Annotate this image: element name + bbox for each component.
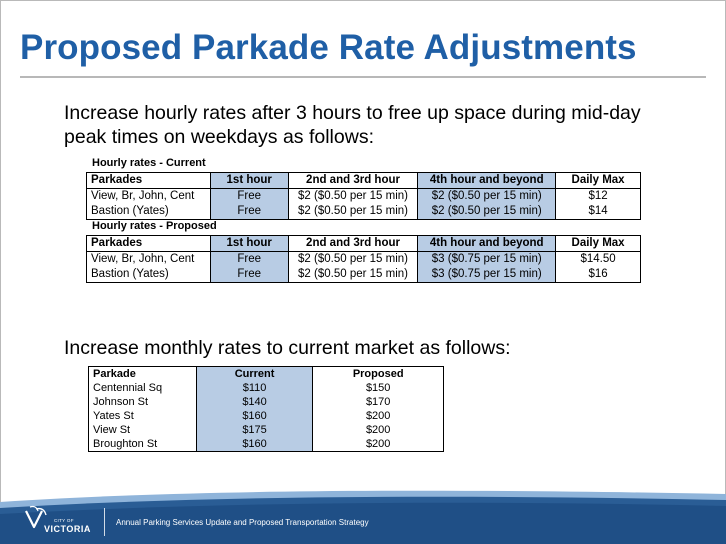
table-cell: $14.50	[556, 252, 641, 268]
table-cell: Bastion (Yates)	[87, 204, 211, 220]
table-cell: Centennial Sq	[89, 381, 197, 395]
column-header: 2nd and 3rd hour	[288, 173, 418, 189]
table-row	[87, 267, 641, 283]
table-cell: $150	[313, 381, 444, 395]
logo-victoria-text: VICTORIA	[44, 524, 91, 534]
table-cell: Broughton St	[89, 437, 197, 452]
table-cell: $110	[196, 381, 313, 395]
table-cell: View St	[89, 423, 197, 437]
table-cell: $16	[556, 267, 641, 283]
table-cell: $140	[196, 395, 313, 409]
column-header: 1st hour	[210, 236, 288, 252]
column-header: 4th hour and beyond	[418, 236, 556, 252]
table-cell: $200	[313, 423, 444, 437]
proposed-rates-caption: Hourly rates - Proposed	[92, 220, 217, 232]
footer-text: Annual Parking Services Update and Proposed Transportation Strategy	[116, 518, 369, 527]
table-cell: $160	[196, 437, 313, 452]
table-row	[89, 395, 444, 409]
table-cell: View, Br, John, Cent	[87, 189, 211, 205]
table-cell: $12	[556, 189, 641, 205]
table-cell: Bastion (Yates)	[87, 267, 211, 283]
column-header: 4th hour and beyond	[418, 173, 556, 189]
footer-divider	[104, 508, 105, 536]
column-header: Proposed	[313, 367, 444, 382]
slide-title: Proposed Parkade Rate Adjustments	[20, 28, 637, 67]
table-row	[87, 189, 641, 205]
table-row	[87, 204, 641, 220]
table-cell: $200	[313, 409, 444, 423]
table-header-row	[87, 236, 641, 252]
table-cell: $2 ($0.50 per 15 min)	[288, 204, 418, 220]
table-cell: $2 ($0.50 per 15 min)	[418, 204, 556, 220]
table-cell: View, Br, John, Cent	[87, 252, 211, 268]
proposed-rates-table	[86, 235, 641, 283]
table-cell: $2 ($0.50 per 15 min)	[288, 189, 418, 205]
table-cell: $160	[196, 409, 313, 423]
table-row	[87, 252, 641, 268]
table-header-row	[89, 367, 444, 382]
current-rates-table	[86, 172, 641, 220]
table-cell: Free	[210, 204, 288, 220]
current-rates-caption: Hourly rates - Current	[92, 157, 206, 169]
table-row	[89, 409, 444, 423]
title-divider	[20, 76, 706, 78]
table-cell: Free	[210, 189, 288, 205]
column-header: 1st hour	[210, 173, 288, 189]
hourly-intro: Increase hourly rates after 3 hours to free up space during mid-day peak times on weekdays as follows:	[64, 102, 641, 148]
column-header: Daily Max	[556, 173, 641, 189]
table-cell: Free	[210, 252, 288, 268]
table-cell: $2 ($0.50 per 15 min)	[288, 252, 418, 268]
table-cell: $2 ($0.50 per 15 min)	[288, 267, 418, 283]
column-header: Current	[196, 367, 313, 382]
monthly-rates-table	[88, 366, 444, 452]
table-cell: $200	[313, 437, 444, 452]
table-cell: $3 ($0.75 per 15 min)	[418, 252, 556, 268]
table-cell: $3 ($0.75 per 15 min)	[418, 267, 556, 283]
column-header: 2nd and 3rd hour	[288, 236, 418, 252]
table-row	[89, 423, 444, 437]
monthly-intro: Increase monthly rates to current market as follows:	[64, 337, 511, 359]
footer-banner	[0, 488, 726, 544]
table-cell: Free	[210, 267, 288, 283]
table-cell: $2 ($0.50 per 15 min)	[418, 189, 556, 205]
table-row	[89, 437, 444, 452]
column-header: Parkade	[89, 367, 197, 382]
column-header: Parkades	[87, 236, 211, 252]
table-cell: $14	[556, 204, 641, 220]
table-cell: $175	[196, 423, 313, 437]
column-header: Parkades	[87, 173, 211, 189]
table-header-row	[87, 173, 641, 189]
column-header: Daily Max	[556, 236, 641, 252]
table-cell: $170	[313, 395, 444, 409]
table-row	[89, 381, 444, 395]
table-cell: Yates St	[89, 409, 197, 423]
table-cell: Johnson St	[89, 395, 197, 409]
logo-city-of-text: CITY OF	[54, 518, 74, 523]
